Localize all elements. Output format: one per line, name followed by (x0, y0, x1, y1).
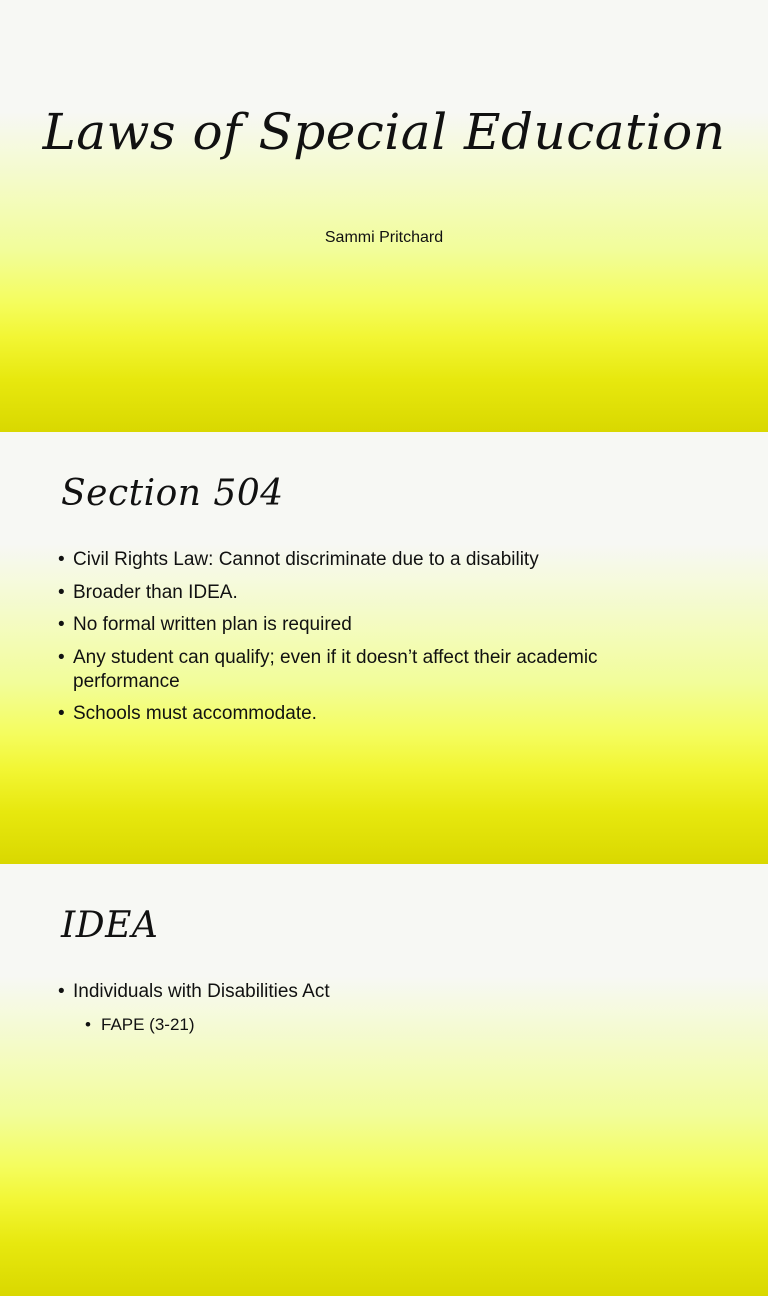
sub-bullet-list (85, 1014, 195, 1036)
bullet-list (58, 548, 708, 735)
slide-title (0, 0, 768, 432)
bullet-item: • Individuals with Disabilities Act (58, 980, 708, 1004)
bullet-item: • Schools must accommodate. (58, 702, 708, 726)
bullet-item: • No formal written plan is required (58, 613, 708, 637)
presentation-title: Laws of Special Education (42, 103, 726, 161)
bullet-list (58, 980, 708, 1013)
bullet-item: • Broader than IDEA. (58, 581, 708, 605)
presentation-author: Sammi Pritchard (324, 229, 444, 246)
bullet-item: • Any student can qualify; even if it doesn’t affect their academic performance (58, 646, 708, 694)
slide-idea (0, 864, 768, 1296)
bullet-item: • Civil Rights Law: Cannot discriminate due to a disability (58, 548, 708, 572)
slide-heading: Section 504 (61, 473, 284, 514)
slide-heading: IDEA (61, 905, 159, 946)
sub-bullet-item: • FAPE (3-21) (85, 1014, 195, 1036)
slide-section-504 (0, 432, 768, 864)
